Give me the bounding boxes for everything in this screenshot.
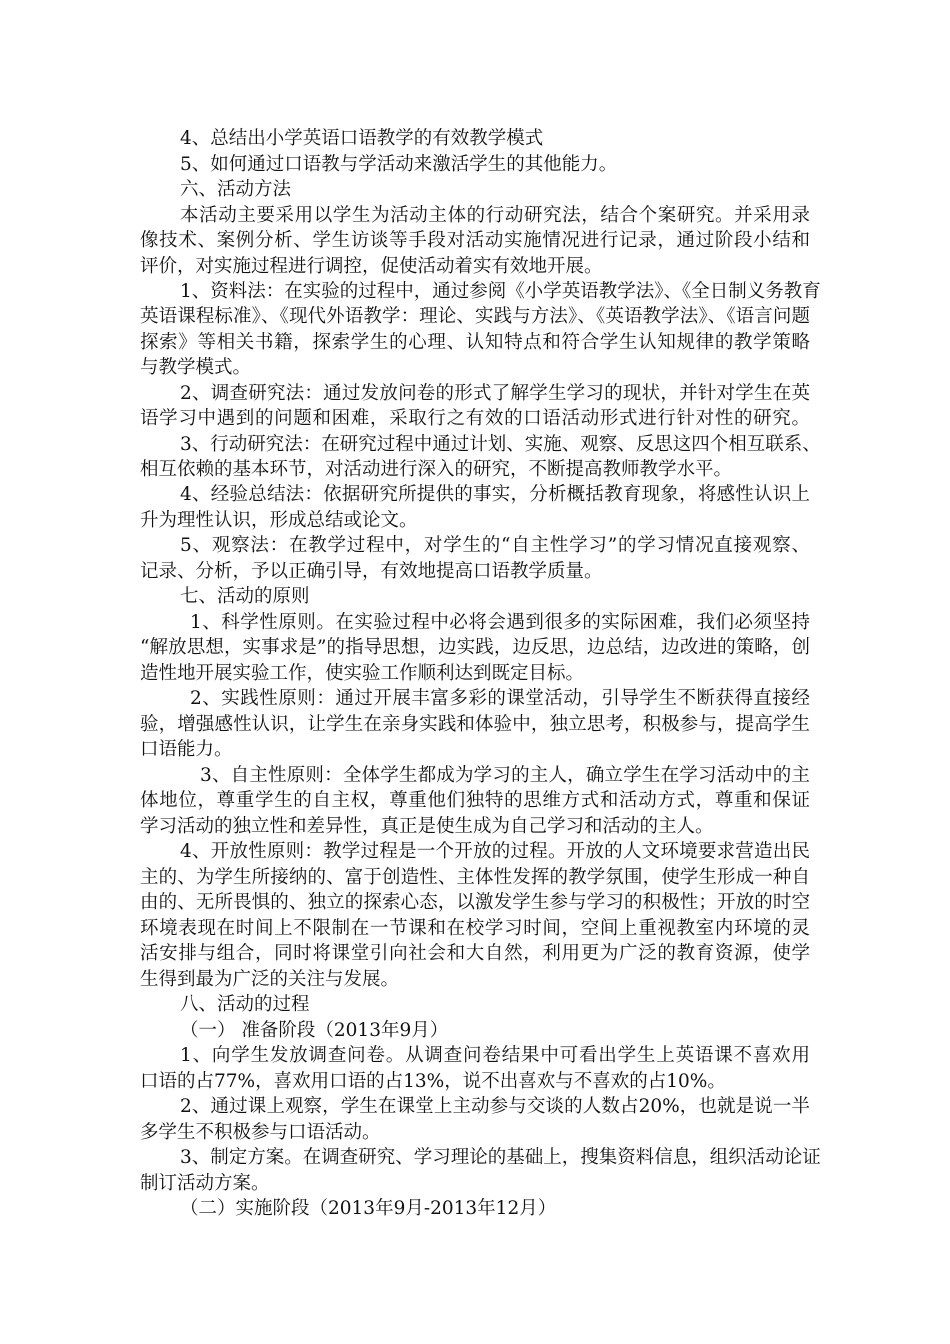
text-line: 学习活动的独立性和差异性，真正是使生成为自己学习和活动的主人。: [140, 816, 714, 837]
text-line: 口语能力。: [140, 739, 233, 760]
text-line: 主的、为学生所接纳的、富于创造性、主体性发挥的教学氛围，使学生形成一种自: [140, 867, 810, 888]
text-line: 3、行动研究法：在研究过程中通过计划、实施、观察、反思这四个相互联系、: [180, 434, 821, 455]
text-line: 口语的占77%，喜欢用口语的占13%，说不出喜欢与不喜欢的占10%。: [140, 1071, 726, 1092]
text-line: 语学习中遇到的问题和困难，采取行之有效的口语活动形式进行针对性的研究。: [140, 408, 810, 429]
text-line: 记录、分析，予以正确引导，有效地提高口语教学质量。: [140, 561, 603, 582]
text-line: 4、经验总结法：依据研究所提供的事实，分析概括教育现象，将感性认识上: [180, 484, 810, 505]
subsection-heading: （一） 准备阶段（2013年9月）: [180, 1020, 449, 1041]
section-heading: 七、活动的原则: [180, 586, 310, 607]
text-line: 1、资料法：在实验的过程中，通过参阅《小学英语教学法》、《全日制义务教育: [180, 281, 821, 302]
section-heading: 八、活动的过程: [180, 994, 310, 1015]
text-line: 像技术、案例分析、学生访谈等手段对活动实施情况进行记录，通过阶段小结和: [140, 230, 810, 251]
text-line: 活安排与组合，同时将课堂引向社会和大自然，利用更为广泛的教育资源，使学: [140, 943, 810, 964]
text-line: 2、实践性原则：通过开展丰富多彩的课堂活动，引导学生不断获得直接经: [190, 688, 810, 709]
text-line: 3、制定方案。在调查研究、学习理论的基础上，搜集资料信息，组织活动论证: [180, 1147, 821, 1168]
text-line: 造性地开展实验工作，使实验工作顺利达到既定目标。: [140, 663, 585, 684]
text-line: 探索》等相关书籍，探索学生的心理、认知特点和符合学生认知规律的教学策略: [140, 332, 810, 353]
text-line: 体地位，尊重学生的自主权，尊重他们独特的思维方式和活动方式，尊重和保证: [140, 790, 810, 811]
text-line: 评价，对实施过程进行调控，促使活动着实有效地开展。: [140, 256, 603, 277]
text-line: 多学生不积极参与口语活动。: [140, 1122, 381, 1143]
text-line: 本活动主要采用以学生为活动主体的行动研究法，结合个案研究。并采用录: [180, 205, 810, 226]
section-heading: 六、活动方法: [180, 179, 292, 200]
text-line: 1、向学生发放调查问卷。从调查问卷结果中可看出学生上英语课不喜欢用: [180, 1045, 810, 1066]
text-line: 4、总结出小学英语口语教学的有效教学模式: [180, 128, 544, 149]
text-line: 4、开放性原则：教学过程是一个开放的过程。开放的人文环境要求营造出民: [180, 841, 810, 862]
text-line: 由的、无所畏惧的、独立的探索心态，以激发学生参与学习的积极性；开放的时空: [140, 892, 810, 913]
subsection-heading: （二）实施阶段（2013年9月-2013年12月）: [180, 1198, 557, 1219]
text-line: “解放思想，实事求是”的指导思想，边实践，边反思，边总结，边改进的策略，创: [140, 637, 810, 658]
text-line: 2、调查研究法：通过发放问卷的形式了解学生学习的现状，并针对学生在英: [180, 383, 810, 404]
text-line: 相互依赖的基本环节，对活动进行深入的研究，不断提高教师教学水平。: [140, 459, 733, 480]
text-line: 验，增强感性认识，让学生在亲身实践和体验中，独立思考，积极参与，提高学生: [140, 714, 810, 735]
text-line: 5、观察法：在教学过程中，对学生的“自主性学习”的学习情况直接观察、: [180, 535, 810, 556]
text-line: 英语课程标准》、《现代外语教学：理论、实践与方法》、《英语教学法》、《语言问题: [140, 306, 810, 327]
text-line: 5、如何通过口语教与学活动来激活学生的其他能力。: [180, 154, 618, 175]
text-line: 3、自主性原则：全体学生都成为学习的主人，确立学生在学习活动中的主: [200, 765, 810, 786]
text-line: 制订活动方案。: [140, 1173, 270, 1194]
text-line: 2、通过课上观察，学生在课堂上主动参与交谈的人数占20%，也就是说一半: [180, 1096, 810, 1117]
text-line: 升为理性认识，形成总结或论文。: [140, 510, 418, 531]
text-line: 与教学模式。: [140, 357, 252, 378]
text-line: 环境表现在时间上不限制在一节课和在校学习时间，空间上重视教室内环境的灵: [140, 918, 810, 939]
text-line: 生得到最为广泛的关注与发展。: [140, 969, 400, 990]
text-line: 1、科学性原则。在实验过程中必将会遇到很多的实际困难，我们必须坚持: [190, 612, 810, 633]
